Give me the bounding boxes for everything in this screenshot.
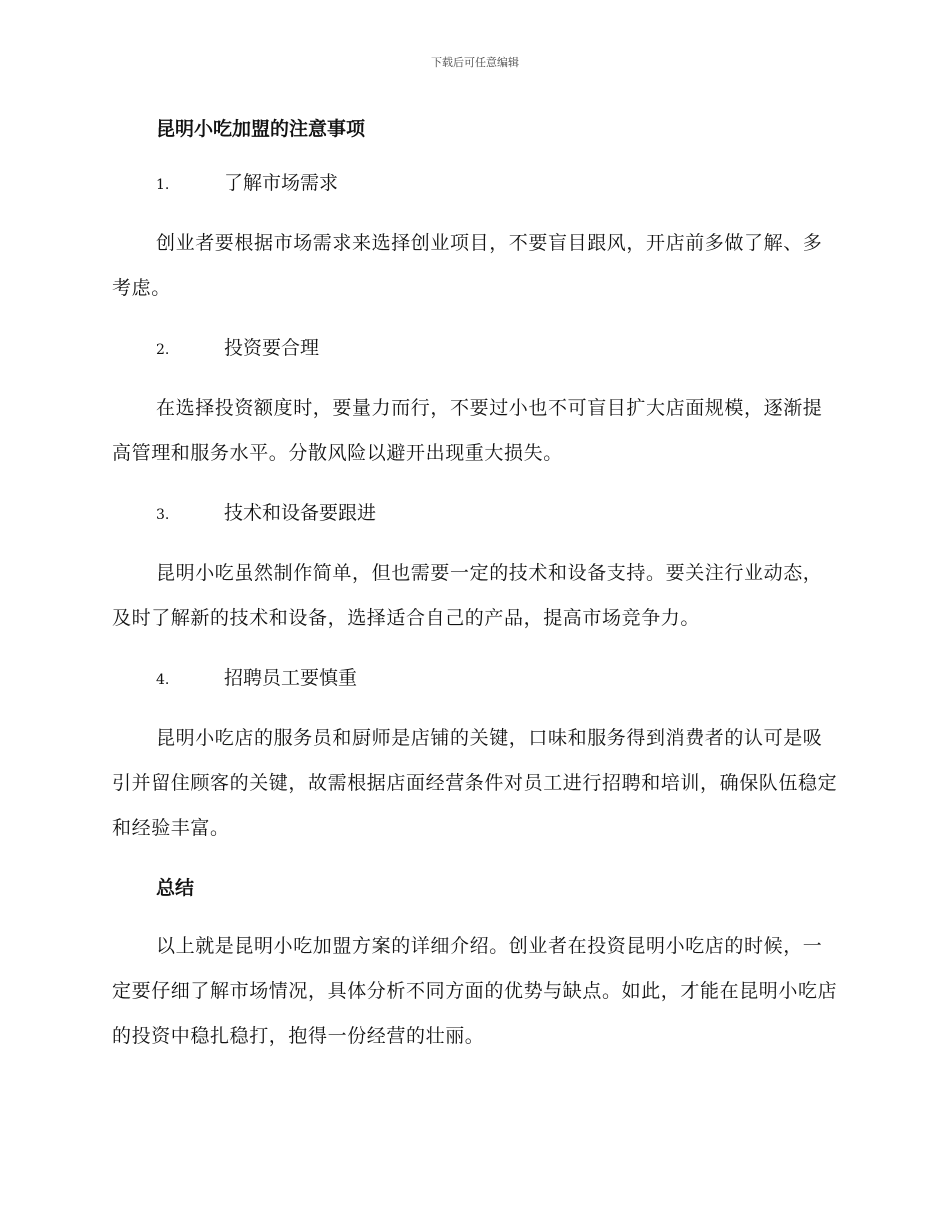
list-item-heading — [112, 661, 838, 697]
list-item-title: 投资要合理 — [224, 337, 320, 359]
list-item-number: 4. — [156, 672, 170, 688]
list-item-title: 技术和设备要跟进 — [224, 502, 377, 524]
list-item-number: 2. — [156, 342, 170, 358]
list-item-body: 昆明小吃店的服务员和厨师是店铺的关键，口味和服务得到消费者的认可是吸引并留住顾客的关键，故需根据店面经营条件对员工进行招聘和培训，确保队伍稳定和经验丰富。 — [112, 727, 838, 839]
list-item-heading — [112, 166, 838, 202]
list-item-title: 了解市场需求 — [224, 172, 339, 194]
list-item-heading — [112, 331, 838, 367]
document-title: 昆明小吃加盟的注意事项 — [156, 118, 366, 140]
header-note: 下载后可任意编辑 — [431, 56, 519, 69]
summary-body: 以上就是昆明小吃加盟方案的详细介绍。创业者在投资昆明小吃店的时候，一定要仔细了解市场情况，具体分析不同方面的优势与缺点。如此，才能在昆明小吃店的投资中稳扎稳打，抱得一份经营的壮丽。 — [112, 935, 838, 1047]
summary-heading: 总结 — [156, 877, 195, 899]
list-item-body: 在选择投资额度时，要量力而行，不要过小也不可盲目扩大店面规模，逐渐提高管理和服务水平。分散风险以避开出现重大损失。 — [112, 397, 823, 464]
list-item-heading — [112, 496, 838, 532]
list-item-title: 招聘员工要慎重 — [224, 667, 358, 689]
list-item-number: 1. — [156, 177, 170, 193]
list-item-body: 创业者要根据市场需求来选择创业项目，不要盲目跟风，开店前多做了解、多考虑。 — [112, 232, 823, 299]
document-body — [112, 112, 838, 1079]
list-item-number: 3. — [156, 507, 170, 523]
list-item-body: 昆明小吃虽然制作简单，但也需要一定的技术和设备支持。要关注行业动态，及时了解新的技术和设备，选择适合自己的产品，提高市场竞争力。 — [112, 562, 823, 629]
